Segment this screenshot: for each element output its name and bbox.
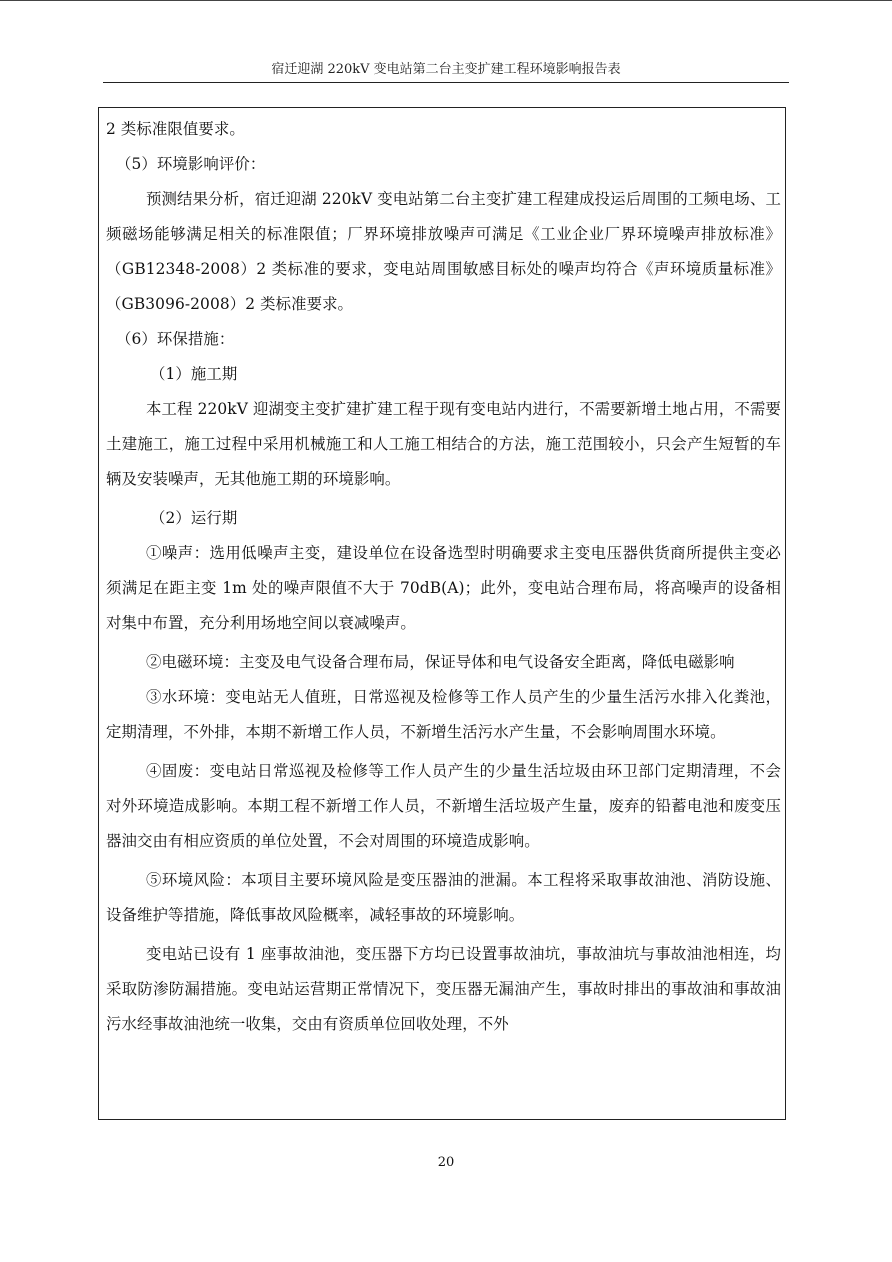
header-rule [103, 82, 789, 83]
paragraph-water: ③水环境：变电站无人值班，日常巡视及检修等工作人员产生的少量生活污水排入化粪池，定期清理，不外排，本期不新增工作人员，不新增生活污水产生量，不会影响周围水环境。 [106, 688, 781, 741]
heading-protection-measures: （6）环保措施： [116, 330, 235, 348]
paragraph-noise: ①噪声：选用低噪声主变，建设单位在设备选型时明确要求主变电压器供货商所提供主变必须满足在距主变 1m 处的噪声限值不大于 70dB(A)；此外，变电站合理布局，将高噪声的设备相对集中布置，充分利用场地空间以衰减噪声。 [106, 544, 781, 632]
paragraph-electromagnetic: ②电磁环境：主变及电气设备合理布局，保证导体和电气设备安全距离，降低电磁影响 [146, 653, 735, 671]
paragraph-oil-pool: 变电站已设有 1 座事故油池，变压器下方均已设置事故油坑，事故油坑与事故油池相连，均采取防渗防漏措施。变电站运营期正常情况下，变压器无漏油产生，事故时排出的事故油和事故油污水经事故油池统一收集，交由有资质单位回收处理，不外 [106, 945, 781, 1033]
heading-construction-period: （1）施工期 [150, 365, 238, 383]
document-header-title: 宿迁迎湖 220kV 变电站第二台主变扩建工程环境影响报告表 [271, 62, 621, 77]
document-body [106, 112, 781, 1042]
paragraph-construction: 本工程 220kV 迎湖变主变扩建扩建工程于现有变电站内进行，不需要新增土地占用，不需要土建施工，施工过程中采用机械施工和人工施工相结合的方法，施工范围较小，只会产生短暂的车辆及安装噪声，无其他施工期的环境影响。 [106, 400, 781, 488]
page-number: 20 [437, 1155, 455, 1170]
heading-impact-assessment: （5）环境影响评价： [116, 155, 266, 173]
page-top-edge [0, 0, 892, 1]
paragraph-solid-waste: ④固废：变电站日常巡视及检修等工作人员产生的少量生活垃圾由环卫部门定期清理，不会对外环境造成影响。本期工程不新增工作人员，不新增生活垃圾产生量，废弃的铅蓄电池和废变压器油交由有相应资质的单位处置，不会对周围的环境造成影响。 [106, 762, 781, 850]
paragraph-prediction-result: 预测结果分析，宿迁迎湖 220kV 变电站第二台主变扩建工程建成投运后周围的工频电场、工频磁场能够满足相关的标准限值；厂界环境排放噪声可满足《工业企业厂界环境噪声排放标准》（GB12348-2008）2 类标准的要求，变电站周围敏感目标处的噪声均符合《声环境质量标准》（GB3096-2008）2 类标准要求。 [106, 190, 781, 313]
heading-operation-period: （2）运行期 [150, 509, 238, 527]
paragraph-environmental-risk: ⑤环境风险：本项目主要环境风险是变压器油的泄漏。本工程将采取事故油池、消防设施、设备维护等措施，降低事故风险概率，减轻事故的环境影响。 [106, 871, 781, 924]
paragraph-standard-limit: 2 类标准限值要求。 [106, 120, 245, 138]
